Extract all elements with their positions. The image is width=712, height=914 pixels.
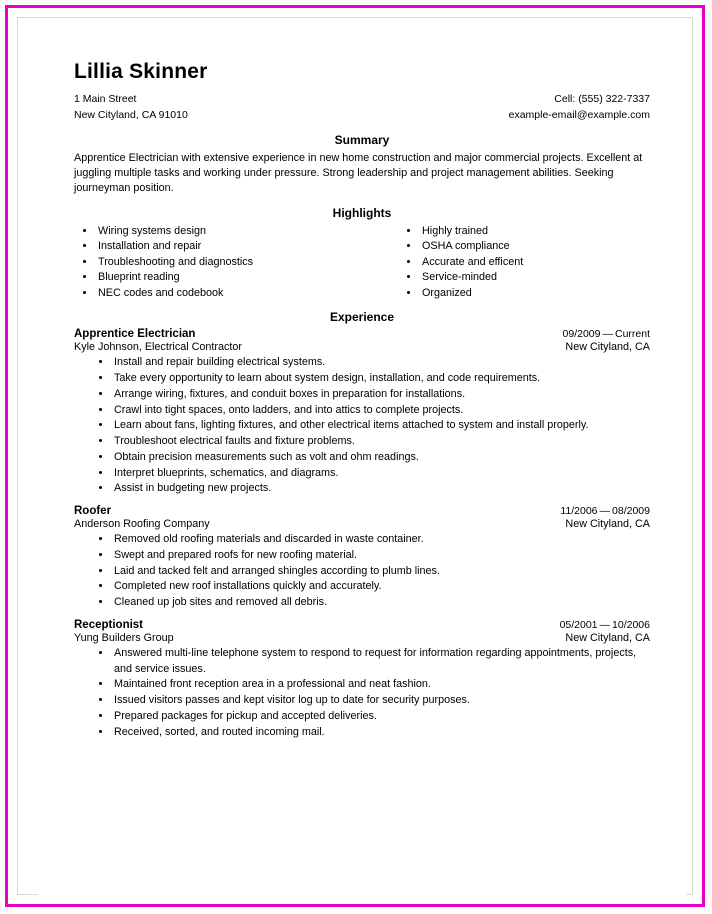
experience-entry	[74, 328, 650, 497]
list-item: • Installation and repair	[96, 239, 362, 255]
document-frame	[5, 5, 705, 907]
list-item: • Prepared packages for pickup and accepted deliveries.	[112, 709, 650, 725]
list-item: • Learn about fans, lighting fixtures, and other electrical items attached to system and install properly.	[112, 418, 650, 434]
list-item: • Completed new roof installations quickly and accurately.	[112, 579, 650, 595]
experience-entry	[74, 505, 650, 611]
job-date-start: 09/2009	[562, 328, 601, 341]
contact-address	[74, 92, 188, 124]
page-title: Lillia Skinner	[74, 60, 208, 83]
section-title-experience: Experience	[329, 310, 395, 325]
list-item: • Interpret blueprints, schematics, and diagrams.	[112, 466, 650, 482]
job-date-end: 10/2006	[612, 618, 650, 631]
job-responsibilities	[74, 646, 650, 741]
list-item: • Cleaned up job sites and removed all debris.	[112, 595, 650, 611]
list-item: • Install and repair building electrical systems.	[112, 355, 650, 371]
list-item: • Troubleshoot electrical faults and fixture problems.	[112, 434, 650, 450]
job-company: Anderson Roofing Company	[74, 518, 210, 531]
list-item: • Wiring systems design	[96, 224, 362, 240]
job-date-start: 11/2006	[560, 505, 598, 518]
experience-entry-subheader	[74, 632, 650, 644]
job-location: New Cityland, CA	[565, 518, 650, 531]
job-date-end: 08/2009	[612, 505, 650, 518]
address-line-2: New Cityland, CA 91010	[74, 108, 188, 121]
job-location: New Cityland, CA	[565, 341, 650, 354]
date-separator: —	[599, 505, 611, 518]
date-separator: —	[599, 618, 611, 631]
resume-page	[38, 38, 686, 898]
section-spacer	[74, 497, 650, 503]
list-item: • Blueprint reading	[96, 270, 362, 286]
section-title-summary: Summary	[334, 132, 390, 147]
list-item: • Troubleshooting and diagnostics	[96, 255, 362, 271]
list-item: • Maintained front reception area in a professional and neat fashion.	[112, 677, 650, 693]
experience-entry-header	[74, 505, 650, 517]
job-dates	[563, 328, 650, 340]
job-responsibilities	[74, 355, 650, 497]
phone-number: Cell: (555) 322-7337	[554, 93, 650, 106]
date-separator: —	[602, 328, 613, 341]
list-item: • Answered multi-line telephone system to respond to request for information regarding appointments, projects, and service issues.	[112, 646, 650, 678]
email-address[interactable]: example-email@example.com	[508, 108, 650, 121]
contact-block	[74, 92, 650, 124]
list-item: • Organized	[420, 286, 650, 302]
job-location: New Cityland, CA	[565, 631, 650, 644]
job-title: Roofer	[74, 505, 112, 518]
list-item: • Received, sorted, and routed incoming mail.	[112, 725, 650, 741]
experience-entry	[74, 619, 650, 741]
list-item: • Swept and prepared roofs for new roofing material.	[112, 548, 650, 564]
job-dates	[560, 505, 650, 517]
highlights-column-left	[74, 224, 362, 302]
list-item: • Removed old roofing materials and discarded in waste container.	[112, 532, 650, 548]
experience-entry-subheader	[74, 341, 650, 353]
job-date-end: Current	[614, 328, 650, 341]
summary-text: Apprentice Electrician with extensive experience in new home construction and major commercial projects. Excellent at juggling multiple tasks and working under pressure. Strong leadership and project management abilities. Seeking journeyman position.	[74, 151, 643, 195]
list-item: • Service-minded	[420, 270, 650, 286]
job-company: Kyle Johnson, Electrical Contractor	[74, 341, 243, 354]
list-item: • Issued visitors passes and kept visitor log up to date for security purposes.	[112, 693, 650, 709]
list-item: • OSHA compliance	[420, 239, 650, 255]
list-item: • NEC codes and codebook	[96, 286, 362, 302]
section-title-highlights: Highlights	[332, 205, 392, 220]
document-frame-inner	[17, 17, 693, 895]
section-spacer	[74, 611, 650, 617]
experience-entry-subheader	[74, 518, 650, 530]
list-item: • Accurate and efficent	[420, 255, 650, 271]
list-item: • Take every opportunity to learn about system design, installation, and code requirements.	[112, 371, 650, 387]
address-line-1: 1 Main Street	[74, 93, 137, 106]
experience-entry-header	[74, 328, 650, 340]
highlights-column-right	[362, 224, 650, 302]
job-dates	[560, 619, 650, 631]
list-item: • Obtain precision measurements such as volt and ohm readings.	[112, 450, 650, 466]
contact-details	[509, 92, 650, 124]
job-date-start: 05/2001	[559, 618, 598, 631]
job-title: Receptionist	[74, 618, 144, 631]
experience-entry-header	[74, 619, 650, 631]
list-item: • Laid and tacked felt and arranged shingles according to plumb lines.	[112, 564, 650, 580]
highlights-list	[74, 224, 650, 302]
job-responsibilities	[74, 532, 650, 611]
job-company: Yung Builders Group	[74, 631, 174, 644]
job-title: Apprentice Electrician	[74, 328, 196, 341]
list-item: • Arrange wiring, fixtures, and conduit boxes in preparation for installations.	[112, 387, 650, 403]
list-item: • Assist in budgeting new projects.	[112, 481, 650, 497]
list-item: • Crawl into tight spaces, onto ladders, and into attics to complete projects.	[112, 403, 650, 419]
list-item: • Highly trained	[420, 224, 650, 240]
